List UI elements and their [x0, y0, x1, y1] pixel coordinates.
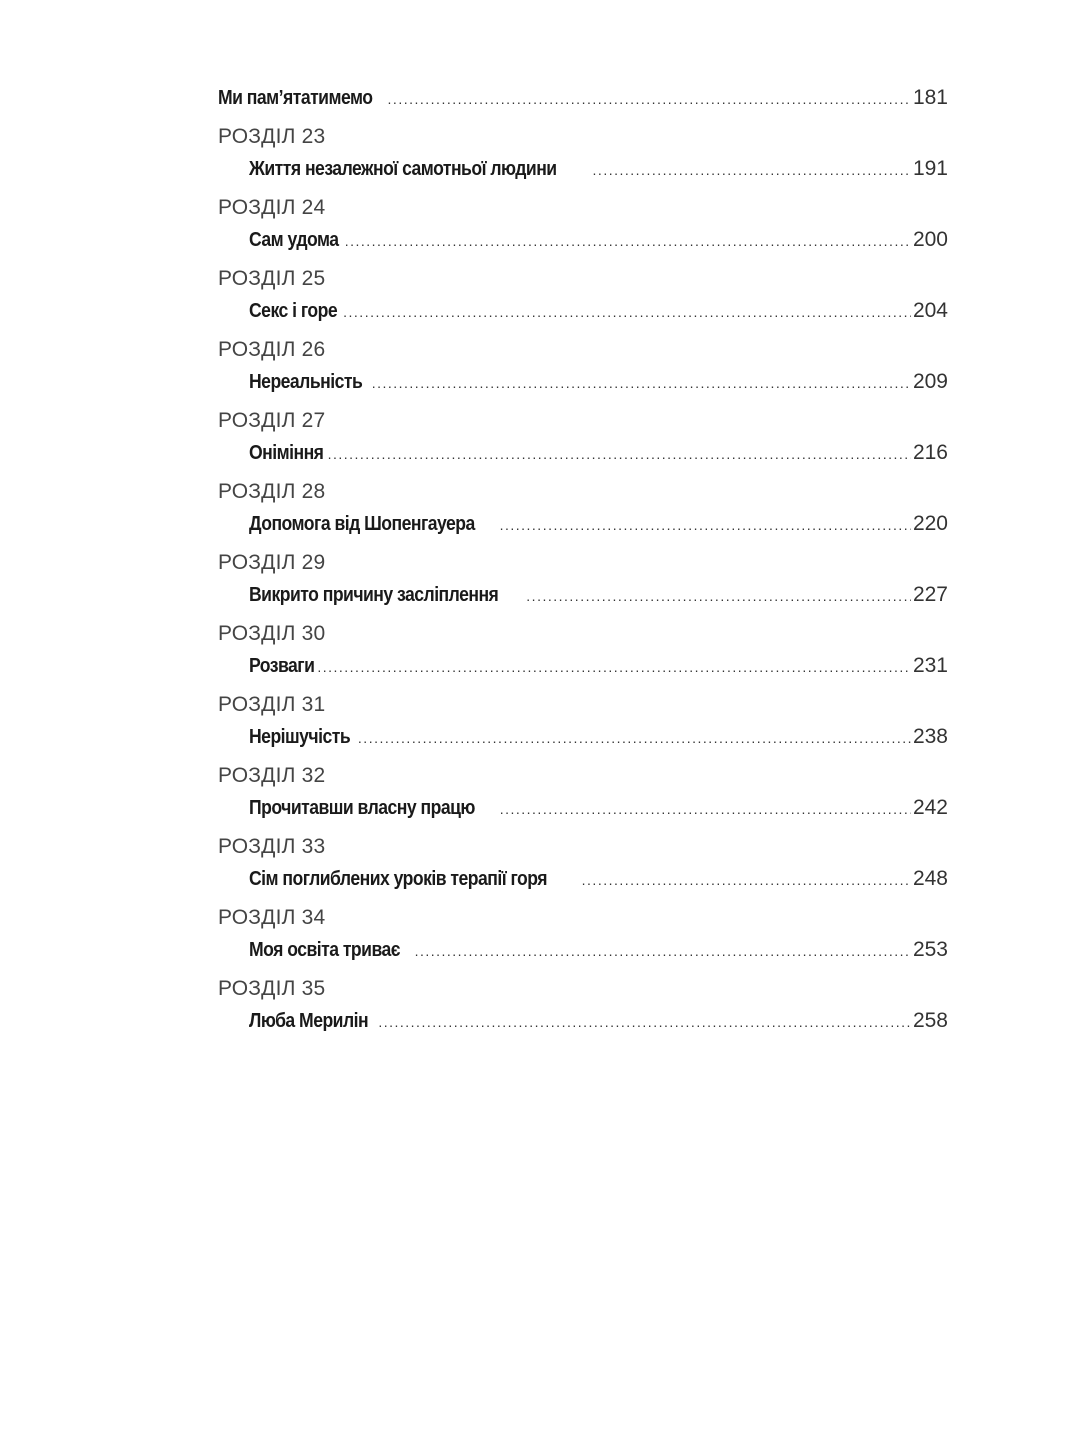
chapter-30 [218, 618, 948, 682]
page-number: 253 [912, 938, 948, 961]
page-number: 200 [912, 228, 948, 251]
chapter-29 [218, 547, 948, 611]
page-number: 227 [912, 583, 948, 606]
toc-entry [218, 295, 948, 327]
dot-leader [358, 722, 911, 754]
page-number: 181 [912, 86, 948, 109]
page-number: 258 [912, 1009, 948, 1032]
entry-title: Прочитавши власну працю [249, 797, 475, 819]
dot-leader [345, 225, 911, 257]
entry-title: Викрито причину засліплення [249, 584, 499, 606]
entry-title: Люба Мерилін [249, 1010, 369, 1032]
toc-entry [218, 792, 948, 824]
entry-title: Допомога від Шопенгауера [249, 513, 475, 535]
dot-leader [343, 296, 911, 328]
toc-entry [218, 934, 948, 966]
chapter-label: РОЗДІЛ 26 [218, 338, 326, 361]
page-number: 248 [912, 867, 948, 890]
dot-leader [317, 651, 911, 683]
chapter-label: РОЗДІЛ 32 [218, 764, 326, 787]
page-number: 231 [912, 654, 948, 677]
chapter-label: РОЗДІЛ 25 [218, 267, 326, 290]
entry-title: Сам удома [249, 229, 339, 251]
chapter-label: РОЗДІЛ 23 [218, 125, 326, 148]
chapter-label: РОЗДІЛ 33 [218, 835, 326, 858]
dot-leader [593, 154, 911, 186]
page-number: 204 [912, 299, 948, 322]
toc-entry [218, 650, 948, 682]
chapter-32 [218, 760, 948, 824]
chapter-label: РОЗДІЛ 31 [218, 693, 326, 716]
page-number: 220 [912, 512, 948, 535]
dot-leader [500, 793, 911, 825]
entry-title: Ми пам’ятатимемо [218, 87, 373, 109]
chapter-label: РОЗДІЛ 28 [218, 480, 326, 503]
chapter-label: РОЗДІЛ 35 [218, 977, 326, 1000]
entry-title: Сім поглиблених уроків терапії горя [249, 868, 548, 890]
toc-entry-intro [218, 82, 948, 114]
page-number: 209 [912, 370, 948, 393]
page-number: 216 [912, 441, 948, 464]
chapter-34 [218, 902, 948, 966]
chapter-label: РОЗДІЛ 27 [218, 409, 326, 432]
chapter-28 [218, 476, 948, 540]
toc-entry [218, 224, 948, 256]
chapter-label: РОЗДІЛ 29 [218, 551, 326, 574]
chapter-26 [218, 334, 948, 398]
dot-leader [582, 864, 911, 896]
chapter-24 [218, 192, 948, 256]
page-number: 191 [912, 157, 948, 180]
dot-leader [378, 1006, 911, 1038]
page-number: 242 [912, 796, 948, 819]
toc-entry [218, 437, 948, 469]
toc-entry [218, 1005, 948, 1037]
chapter-25 [218, 263, 948, 327]
dot-leader [328, 438, 911, 470]
dot-leader [526, 580, 911, 612]
entry-title: Оніміння [249, 442, 324, 464]
dot-leader [388, 83, 911, 115]
entry-title: Секс і горе [249, 300, 338, 322]
chapter-27 [218, 405, 948, 469]
entry-title: Моя освіта триває [249, 939, 400, 961]
toc-entry [218, 153, 948, 185]
chapter-35 [218, 973, 948, 1037]
dot-leader [372, 367, 911, 399]
toc-entry [218, 579, 948, 611]
entry-title: Розваги [249, 655, 315, 677]
dot-leader [415, 935, 911, 967]
toc-entry [218, 508, 948, 540]
chapter-23 [218, 121, 948, 185]
entry-title: Нерішучість [249, 726, 351, 748]
dot-leader [500, 509, 911, 541]
toc-entry [218, 721, 948, 753]
toc-entry [218, 863, 948, 895]
entry-title: Життя незалежної самотньої людини [249, 158, 557, 180]
toc-entry [218, 366, 948, 398]
page-number: 238 [912, 725, 948, 748]
chapter-label: РОЗДІЛ 30 [218, 622, 326, 645]
chapter-label: РОЗДІЛ 24 [218, 196, 326, 219]
chapter-33 [218, 831, 948, 895]
chapter-label: РОЗДІЛ 34 [218, 906, 326, 929]
entry-title: Нереальність [249, 371, 363, 393]
chapter-31 [218, 689, 948, 753]
table-of-contents [218, 82, 948, 1037]
